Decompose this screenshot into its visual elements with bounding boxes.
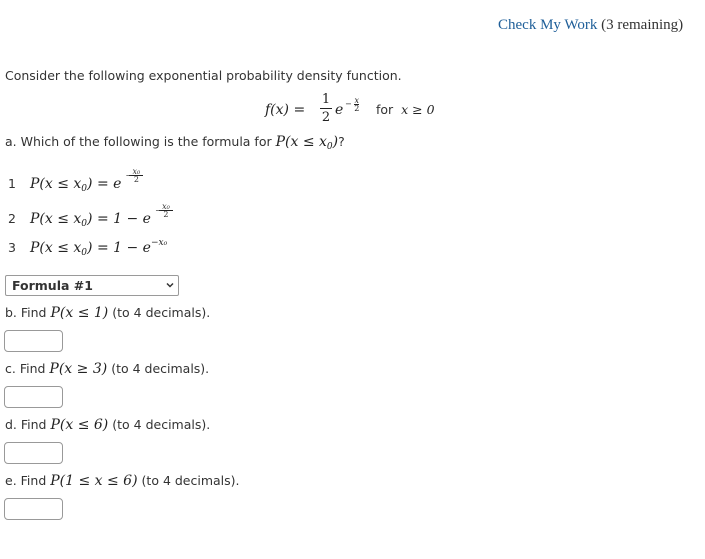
question-prefix: b. Find (5, 305, 47, 320)
question-suffix: (to 4 decimals). (112, 417, 211, 432)
remaining-count: (3 remaining) (601, 17, 684, 33)
formula-option-2 (8, 202, 177, 229)
part-a-qmark: ? (338, 134, 345, 149)
formula-select[interactable] (5, 275, 179, 296)
option-exponent: −x₀ (150, 238, 168, 248)
question-prefix: c. Find (5, 361, 46, 376)
pdf-coef-num: 1 (321, 92, 331, 107)
option-formula: $P(x \le x_0) = e$ (29, 176, 122, 194)
formula-option-1 (8, 167, 147, 194)
part-a-text: a. Which of the following is the formula for (5, 134, 272, 149)
part-a-expr: $P(x \le x_0)$ (275, 134, 339, 152)
question-expr: P(x ≤ 6) (50, 417, 109, 433)
check-my-work-area (498, 17, 683, 34)
pdf-base: e (335, 102, 344, 118)
answer-input-c[interactable] (4, 386, 63, 408)
option-exponent: − x₀ 2 (155, 213, 177, 223)
question-suffix: (to 4 decimals). (111, 361, 210, 376)
question-prefix: e. Find (5, 473, 47, 488)
intro-text: Consider the following exponential probability density function. (5, 68, 402, 83)
formula-select-value: Formula #1 (12, 278, 93, 293)
pdf-lhs: f(x) = (265, 102, 306, 118)
question-suffix: (to 4 decimals). (141, 473, 240, 488)
chevron-down-icon (166, 281, 174, 289)
pdf-exp-den: 2 (354, 104, 360, 113)
answer-input-d[interactable] (4, 442, 63, 464)
question-expr: P(x ≤ 1) (50, 305, 109, 321)
pdf-formula (265, 92, 455, 128)
question-d (5, 417, 210, 433)
pdf-coefficient (320, 92, 332, 125)
answer-input-b[interactable] (4, 330, 63, 352)
option-number: 2 (8, 211, 16, 226)
question-expr: P(1 ≤ x ≤ 6) (50, 473, 138, 489)
option-formula: $P(x \le x_0) = 1 - e$ (29, 211, 151, 229)
option-number: 3 (8, 240, 16, 255)
pdf-condition-expr: x ≥ 0 (401, 102, 435, 117)
option-exponent: − x₀ 2 (125, 178, 147, 188)
option-number: 1 (8, 176, 16, 191)
pdf-exp-minus: − (345, 99, 352, 109)
question-c (5, 361, 209, 377)
formula-option-3 (8, 240, 167, 256)
pdf-condition-prefix: for (376, 102, 394, 117)
pdf-exponent (345, 97, 359, 112)
question-b (5, 305, 210, 321)
question-expr: P(x ≥ 3) (49, 361, 108, 377)
answer-input-e[interactable] (4, 498, 63, 520)
question-prefix: d. Find (5, 417, 47, 432)
question-suffix: (to 4 decimals). (112, 305, 211, 320)
part-a-question (5, 134, 345, 150)
option-formula: $P(x \le x_0) = 1 - e$ (29, 240, 151, 258)
pdf-exp-num: x (354, 96, 360, 105)
question-e (5, 473, 240, 489)
pdf-condition (376, 102, 435, 117)
check-my-work-link[interactable]: Check My Work (498, 17, 598, 33)
pdf-coef-den: 2 (321, 110, 331, 125)
